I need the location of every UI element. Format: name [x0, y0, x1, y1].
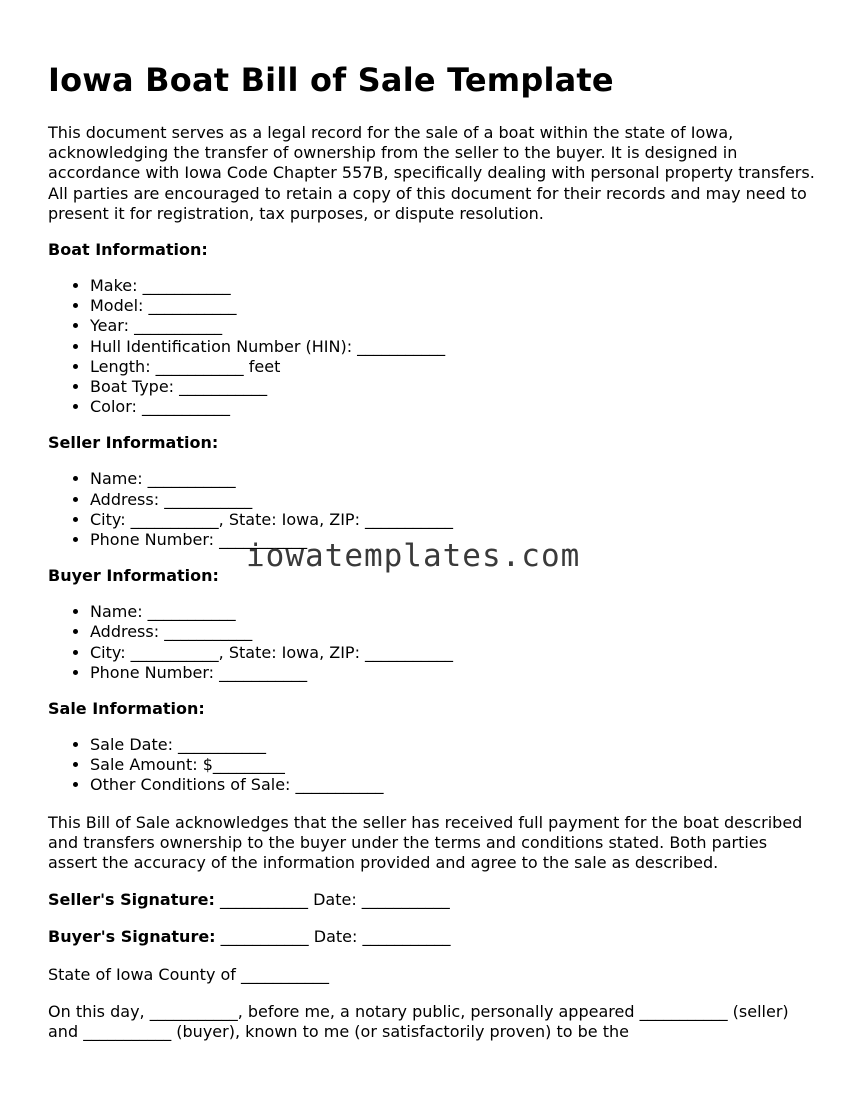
watermark: iowatemplates.com [246, 538, 581, 574]
list-item: • Length: ___________ feet [90, 357, 818, 377]
seller-information-heading: Seller Information: [48, 433, 219, 453]
list-item: • Name: ___________ [90, 469, 818, 489]
boat-information-heading: Boat Information: [48, 240, 208, 260]
sale-information-list [48, 735, 818, 796]
seller-signature-line [48, 890, 818, 910]
list-item: • Year: ___________ [90, 316, 818, 336]
list-item: • Boat Type: ___________ [90, 377, 818, 397]
buyer-information-list [48, 602, 818, 683]
list-item: • Sale Amount: $_________ [90, 755, 818, 775]
buyer-information-heading: Buyer Information: [48, 566, 219, 586]
intro-paragraph: This document serves as a legal record for the sale of a boat within the state of Iowa, acknowledging the transfer of ownership from the seller to the buyer. It is designed in accordance with Iowa Code Chapter 557B, specifically dealing with personal property transfers. All parties are encouraged to retain a copy of this document for their records and may need to present it for registration, tax purposes, or dispute resolution. [48, 123, 815, 223]
sale-information-heading: Sale Information: [48, 699, 205, 719]
buyer-signature-blank: ___________ Date: ___________ [215, 927, 451, 947]
list-item: • Sale Date: ___________ [90, 735, 818, 755]
document-page [48, 0, 818, 1042]
list-item: • Address: ___________ [90, 490, 818, 510]
boat-information-list [48, 276, 818, 417]
seller-signature-blank: ___________ Date: ___________ [214, 890, 450, 910]
list-item: • Make: ___________ [90, 276, 818, 296]
list-item: • Other Conditions of Sale: ___________ [90, 775, 818, 795]
list-item: • Phone Number: ___________ [90, 663, 818, 683]
notary-paragraph: On this day, ___________, before me, a notary public, personally appeared ___________ (seller) and ___________ (buyer), known to me (or satisfactorily proven) to be the [48, 1001, 789, 1042]
list-item: • Phone Number: ___________ [90, 530, 818, 550]
list-item: • Name: ___________ [90, 602, 818, 622]
seller-signature-label: Seller's Signature: [48, 890, 215, 910]
acknowledgment-paragraph: This Bill of Sale acknowledges that the seller has received full payment for the boat described and transfers ownership to the buyer under the terms and conditions stated. Both parties assert the accuracy of the information provided and agree to the sale as described. [48, 812, 803, 873]
page-title: Iowa Boat Bill of Sale Template [48, 61, 614, 99]
list-item: • Hull Identification Number (HIN): ___________ [90, 337, 818, 357]
list-item: • City: ___________, State: Iowa, ZIP: ___________ [90, 510, 818, 530]
list-item: • Model: ___________ [90, 296, 818, 316]
buyer-signature-line [48, 927, 818, 947]
list-item: • City: ___________, State: Iowa, ZIP: ___________ [90, 643, 818, 663]
list-item: • Address: ___________ [90, 622, 818, 642]
buyer-signature-label: Buyer's Signature: [48, 927, 216, 947]
notary-county-line: State of Iowa County of ___________ [48, 964, 330, 984]
seller-information-list [48, 469, 818, 550]
list-item: • Color: ___________ [90, 397, 818, 417]
